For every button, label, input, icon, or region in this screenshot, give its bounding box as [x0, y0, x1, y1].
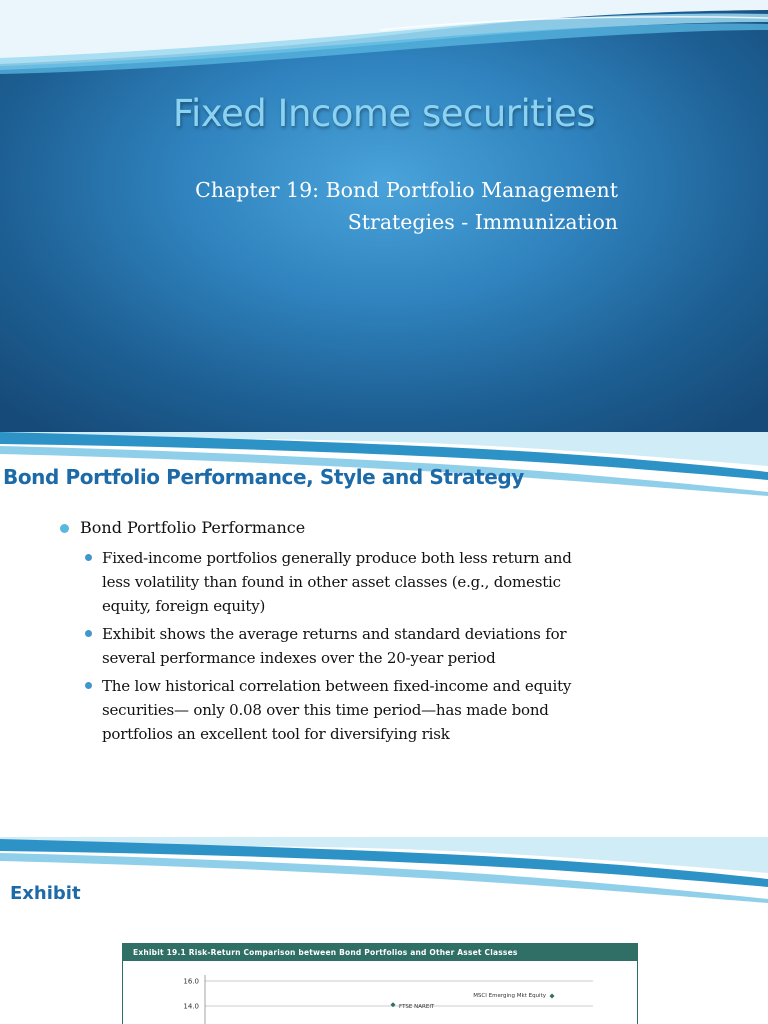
exhibit-chart — [122, 943, 638, 1024]
bullet-icon — [85, 554, 92, 561]
sub-bullet-line: securities— only 0.08 over this time period—has made bond — [102, 701, 549, 719]
subtitle-line: Strategies - Immunization — [347, 210, 618, 234]
sub-bullet-line: The low historical correlation between fixed-income and equity — [102, 677, 572, 695]
slide-title: Fixed Income securities — [172, 92, 596, 135]
slide-title: Bond Portfolio Performance, Style and Strategy — [3, 465, 524, 489]
point-label: MSCI Emerging Mkt Equity — [473, 993, 546, 999]
sub-bullet-line: less volatility than found in other asset classes (e.g., domestic — [102, 573, 561, 591]
title-slide — [0, 0, 768, 432]
subtitle-line: Chapter 19: Bond Portfolio Management — [195, 178, 618, 202]
wave-decoration — [0, 0, 768, 80]
sub-bullet-list — [85, 546, 650, 746]
slide-subtitle — [195, 174, 618, 238]
sub-bullet-line: several performance indexes over the 20-year period — [102, 649, 496, 667]
bullet-icon — [85, 630, 92, 637]
sub-bullet-line: Fixed-income portfolios generally produce both less return and — [102, 549, 572, 567]
exhibit-header: Exhibit 19.1 Risk-Return Comparison between Bond Portfolios and Other Asset Classes — [123, 944, 637, 961]
sub-bullet-line: equity, foreign equity) — [102, 597, 266, 615]
scatter-point — [550, 994, 555, 999]
exhibit-slide — [0, 837, 768, 1024]
wave-decoration — [0, 837, 768, 912]
bullet-icon — [85, 682, 92, 689]
point-label: FTSE NAREIT — [399, 1004, 435, 1010]
sub-bullet-item — [85, 674, 650, 746]
slide-title: Exhibit — [10, 883, 81, 904]
sub-bullet-item — [85, 546, 650, 618]
sub-bullet-item — [85, 622, 650, 670]
bullet-text: Bond Portfolio Performance — [80, 518, 306, 537]
scatter-point — [391, 1002, 396, 1007]
y-tick-label: 14.0 — [183, 1002, 199, 1011]
bullet-list — [60, 516, 650, 750]
scatter-plot — [123, 961, 637, 1024]
sub-bullet-line: portfolios an excellent tool for diversifying risk — [102, 725, 450, 743]
sub-bullet-line: Exhibit shows the average returns and standard deviations for — [102, 625, 567, 643]
y-tick-label: 16.0 — [183, 977, 199, 986]
bullet-icon — [60, 524, 69, 533]
bullet-item — [60, 516, 650, 540]
performance-slide — [0, 432, 768, 837]
